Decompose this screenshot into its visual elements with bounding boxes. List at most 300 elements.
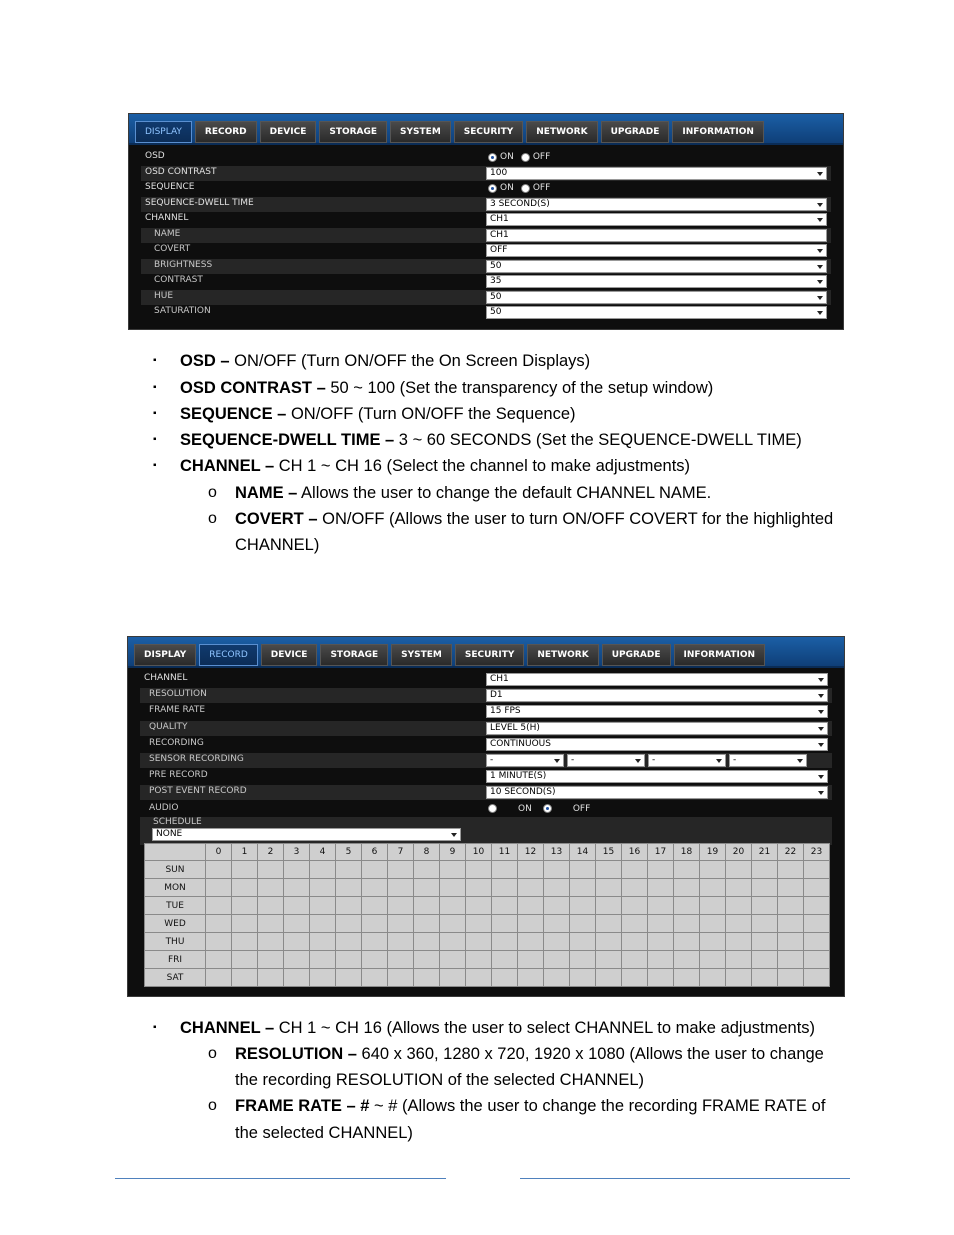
schedule-cell[interactable] — [700, 933, 726, 951]
frame-rate-label: FRAME RATE — [149, 705, 206, 716]
recording-select[interactable] — [486, 738, 828, 751]
radio-on-icon[interactable] — [488, 804, 497, 813]
schedule-cell[interactable] — [544, 933, 570, 951]
schedule-cell[interactable] — [648, 933, 674, 951]
bullet-marker: ▪ — [153, 382, 157, 393]
schedule-cell[interactable] — [362, 879, 388, 897]
channel-value: CH1 — [490, 214, 509, 224]
schedule-cell[interactable] — [336, 861, 362, 879]
schedule-cell[interactable] — [726, 897, 752, 915]
schedule-cell[interactable] — [388, 879, 414, 897]
tab-upgrade[interactable]: UPGRADE — [602, 644, 671, 666]
schedule-cell[interactable] — [284, 879, 310, 897]
tab-bar — [129, 114, 843, 145]
tab-display[interactable]: DISPLAY — [134, 644, 196, 666]
schedule-cell[interactable] — [466, 897, 492, 915]
covert-value: OFF — [490, 245, 508, 255]
schedule-cell[interactable] — [336, 969, 362, 987]
sub-bullet-covert-cont: CHANNEL) — [235, 536, 320, 554]
hour-label: 14 — [570, 844, 596, 861]
brightness-label: BRIGHTNESS — [154, 259, 213, 270]
schedule-cell[interactable] — [544, 861, 570, 879]
schedule-cell[interactable] — [258, 933, 284, 951]
resolution-select[interactable] — [486, 689, 828, 702]
chevron-down-icon — [817, 265, 823, 269]
schedule-cell[interactable] — [440, 861, 466, 879]
schedule-cell[interactable] — [232, 933, 258, 951]
schedule-cell[interactable] — [492, 879, 518, 897]
tab-network[interactable]: NETWORK — [527, 644, 598, 666]
sensor-recording-label: SENSOR RECORDING — [149, 754, 244, 764]
schedule-cell[interactable] — [336, 915, 362, 933]
schedule-cell[interactable] — [726, 915, 752, 933]
sequence-on-label: ON — [500, 183, 514, 193]
schedule-cell[interactable] — [336, 879, 362, 897]
schedule-cell[interactable] — [726, 879, 752, 897]
schedule-cell[interactable] — [726, 951, 752, 969]
pre-record-select[interactable] — [486, 770, 828, 783]
schedule-cell[interactable] — [648, 879, 674, 897]
schedule-cell[interactable] — [518, 915, 544, 933]
chevron-down-icon — [818, 727, 824, 731]
schedule-cell[interactable] — [310, 897, 336, 915]
schedule-cell[interactable] — [440, 933, 466, 951]
schedule-row-mon — [145, 879, 830, 897]
setting-row-name — [141, 228, 831, 243]
tab-information[interactable]: INFORMATION — [672, 121, 764, 143]
schedule-cell[interactable] — [596, 933, 622, 951]
schedule-cell[interactable] — [440, 897, 466, 915]
saturation-select[interactable] — [486, 306, 827, 319]
schedule-cell[interactable] — [492, 861, 518, 879]
day-label: TUE — [145, 897, 206, 915]
schedule-cell[interactable] — [336, 897, 362, 915]
name-value: CH1 — [490, 229, 509, 240]
hour-label: 23 — [804, 844, 830, 861]
schedule-cell[interactable] — [310, 915, 336, 933]
schedule-row — [140, 817, 832, 845]
sequence-label: SEQUENCE — [145, 182, 195, 192]
schedule-cell[interactable] — [362, 861, 388, 879]
schedule-cell[interactable] — [232, 861, 258, 879]
schedule-row-tue — [145, 897, 830, 915]
schedule-cell[interactable] — [518, 969, 544, 987]
day-label: THU — [145, 933, 206, 951]
schedule-cell[interactable] — [414, 915, 440, 933]
frame-rate-select[interactable] — [486, 705, 828, 718]
schedule-cell[interactable] — [674, 951, 700, 969]
schedule-cell[interactable] — [232, 915, 258, 933]
tab-display[interactable]: DISPLAY — [135, 121, 192, 143]
frame-rate-value: 15 FPS — [490, 706, 521, 717]
radio-off-icon[interactable] — [521, 153, 530, 162]
chevron-down-icon — [554, 759, 560, 763]
brightness-value: 50 — [490, 260, 502, 271]
recording-label: RECORDING — [149, 737, 204, 748]
schedule-cell[interactable] — [206, 897, 232, 915]
contrast-select[interactable] — [486, 275, 827, 288]
schedule-cell[interactable] — [518, 879, 544, 897]
tab-network[interactable]: NETWORK — [526, 121, 597, 143]
schedule-cell[interactable] — [362, 933, 388, 951]
footer-rule-right — [520, 1178, 850, 1179]
schedule-cell[interactable] — [778, 897, 804, 915]
sub-bullet-frame-rate-cont: the selected CHANNEL) — [235, 1124, 413, 1142]
schedule-cell[interactable] — [258, 915, 284, 933]
schedule-row-sat — [145, 969, 830, 987]
day-label: SAT — [145, 969, 206, 987]
schedule-cell[interactable] — [752, 897, 778, 915]
schedule-cell[interactable] — [570, 861, 596, 879]
hour-label: 9 — [440, 844, 466, 861]
schedule-cell[interactable] — [752, 915, 778, 933]
schedule-cell[interactable] — [258, 879, 284, 897]
quality-value: LEVEL 5(H) — [490, 722, 540, 733]
tab-device[interactable]: DEVICE — [261, 644, 318, 666]
covert-select[interactable] — [486, 244, 827, 257]
schedule-cell[interactable] — [232, 879, 258, 897]
schedule-cell[interactable] — [414, 897, 440, 915]
tab-security[interactable]: SECURITY — [455, 644, 524, 666]
schedule-cell[interactable] — [284, 897, 310, 915]
sensor-recording-select[interactable] — [486, 754, 564, 767]
radio-off-icon[interactable] — [521, 184, 530, 193]
schedule-cell[interactable] — [544, 897, 570, 915]
schedule-cell[interactable] — [388, 897, 414, 915]
schedule-select[interactable]: NONE — [152, 828, 461, 841]
radio-on-icon[interactable] — [488, 153, 497, 162]
sub-bullet-marker: o — [208, 510, 217, 527]
schedule-cell[interactable] — [752, 969, 778, 987]
schedule-cell[interactable] — [492, 969, 518, 987]
schedule-cell[interactable] — [674, 897, 700, 915]
schedule-cell[interactable] — [284, 861, 310, 879]
schedule-cell[interactable] — [804, 861, 830, 879]
day-label: MON — [145, 879, 206, 897]
schedule-cell[interactable] — [700, 897, 726, 915]
schedule-cell[interactable] — [700, 969, 726, 987]
schedule-row-fri — [145, 951, 830, 969]
schedule-cell[interactable] — [622, 879, 648, 897]
setting-row-sensor-recording — [140, 753, 832, 768]
name-input[interactable] — [486, 229, 827, 242]
schedule-cell[interactable] — [206, 879, 232, 897]
channel-select[interactable] — [486, 673, 828, 686]
setting-row-channel — [140, 672, 832, 687]
schedule-cell[interactable] — [752, 933, 778, 951]
hour-label: 11 — [492, 844, 518, 861]
sequence-dwell-time-select[interactable] — [486, 198, 827, 211]
quality-select[interactable] — [486, 722, 828, 735]
schedule-cell[interactable] — [232, 951, 258, 969]
sub-bullet-marker: o — [208, 1045, 217, 1062]
schedule-cell[interactable] — [232, 969, 258, 987]
chevron-down-icon — [817, 218, 823, 222]
schedule-cell[interactable] — [310, 879, 336, 897]
schedule-cell[interactable] — [752, 879, 778, 897]
osd-contrast-select[interactable] — [486, 167, 827, 180]
schedule-cell[interactable] — [284, 969, 310, 987]
sequence-off-label: OFF — [532, 183, 551, 193]
schedule-cell[interactable] — [778, 915, 804, 933]
schedule-row-sun — [145, 861, 830, 879]
schedule-cell[interactable] — [310, 951, 336, 969]
tab-storage[interactable]: STORAGE — [319, 121, 387, 143]
schedule-cell[interactable] — [570, 933, 596, 951]
schedule-hour-header — [145, 844, 830, 861]
schedule-cell[interactable] — [674, 969, 700, 987]
schedule-cell[interactable] — [778, 861, 804, 879]
schedule-cell[interactable] — [414, 951, 440, 969]
schedule-cell[interactable] — [726, 861, 752, 879]
schedule-cell[interactable] — [648, 915, 674, 933]
chevron-down-icon — [818, 710, 824, 714]
schedule-cell[interactable] — [622, 933, 648, 951]
schedule-cell[interactable] — [492, 915, 518, 933]
schedule-cell[interactable] — [596, 879, 622, 897]
osd-off-label: OFF — [532, 152, 551, 162]
tab-system[interactable]: SYSTEM — [390, 121, 451, 143]
schedule-cell[interactable] — [518, 951, 544, 969]
schedule-cell[interactable] — [336, 951, 362, 969]
brightness-select[interactable] — [486, 260, 827, 273]
schedule-cell[interactable] — [648, 969, 674, 987]
schedule-cell[interactable] — [700, 879, 726, 897]
schedule-cell[interactable] — [362, 951, 388, 969]
schedule-cell[interactable] — [466, 969, 492, 987]
schedule-cell[interactable] — [310, 933, 336, 951]
schedule-cell[interactable] — [258, 861, 284, 879]
schedule-row-wed — [145, 915, 830, 933]
schedule-cell[interactable] — [284, 933, 310, 951]
schedule-cell[interactable] — [206, 861, 232, 879]
schedule-cell[interactable] — [414, 861, 440, 879]
schedule-cell[interactable] — [206, 951, 232, 969]
schedule-cell[interactable] — [804, 933, 830, 951]
schedule-cell[interactable] — [284, 915, 310, 933]
audio-radio-group — [488, 804, 590, 814]
tab-information[interactable]: INFORMATION — [674, 644, 766, 666]
schedule-cell[interactable] — [622, 969, 648, 987]
tab-security[interactable]: SECURITY — [454, 121, 523, 143]
schedule-cell[interactable] — [466, 915, 492, 933]
post-event-record-select[interactable] — [486, 786, 828, 799]
chevron-down-icon — [817, 311, 823, 315]
schedule-cell[interactable] — [284, 951, 310, 969]
sensor-recording-value: - — [733, 755, 737, 765]
schedule-cell[interactable] — [440, 951, 466, 969]
hour-label: 13 — [544, 844, 570, 861]
tab-storage[interactable]: STORAGE — [320, 644, 388, 666]
schedule-cell[interactable] — [258, 897, 284, 915]
schedule-cell[interactable] — [492, 933, 518, 951]
schedule-cell[interactable] — [648, 861, 674, 879]
schedule-cell[interactable] — [622, 915, 648, 933]
schedule-cell[interactable] — [570, 879, 596, 897]
tab-upgrade[interactable]: UPGRADE — [601, 121, 670, 143]
schedule-cell[interactable] — [310, 861, 336, 879]
hour-label: 22 — [778, 844, 804, 861]
schedule-cell[interactable] — [778, 951, 804, 969]
sensor-recording-select[interactable] — [729, 754, 807, 767]
schedule-cell[interactable] — [258, 951, 284, 969]
bullet-marker: ▪ — [153, 460, 157, 471]
setting-row-resolution — [140, 688, 832, 703]
hour-label: 7 — [388, 844, 414, 861]
schedule-cell[interactable] — [518, 861, 544, 879]
schedule-label: SCHEDULE — [153, 817, 202, 827]
chevron-down-icon — [818, 743, 824, 747]
schedule-cell[interactable] — [596, 861, 622, 879]
schedule-cell[interactable] — [804, 897, 830, 915]
sensor-recording-value: - — [652, 755, 656, 765]
channel-select[interactable] — [486, 213, 827, 226]
schedule-cell[interactable] — [388, 969, 414, 987]
schedule-cell[interactable] — [388, 915, 414, 933]
schedule-row-thu — [145, 933, 830, 951]
schedule-cell[interactable] — [258, 969, 284, 987]
schedule-cell[interactable] — [414, 933, 440, 951]
schedule-cell[interactable] — [778, 969, 804, 987]
schedule-cell[interactable] — [518, 933, 544, 951]
sensor-recording-select[interactable] — [648, 754, 726, 767]
sensor-recording-value: - — [571, 755, 575, 765]
setting-row-osd-contrast — [141, 166, 831, 181]
schedule-cell[interactable] — [596, 897, 622, 915]
schedule-cell[interactable] — [570, 951, 596, 969]
chevron-down-icon — [818, 678, 824, 682]
setting-row-brightness — [141, 259, 831, 274]
schedule-cell[interactable] — [440, 915, 466, 933]
schedule-cell[interactable] — [492, 897, 518, 915]
schedule-cell[interactable] — [674, 915, 700, 933]
schedule-cell[interactable] — [596, 951, 622, 969]
schedule-cell[interactable] — [544, 951, 570, 969]
setting-row-frame-rate — [140, 704, 832, 719]
schedule-cell[interactable] — [596, 969, 622, 987]
schedule-cell[interactable] — [570, 915, 596, 933]
schedule-cell[interactable] — [752, 951, 778, 969]
sequence-radio-group — [488, 183, 550, 193]
covert-label: COVERT — [154, 244, 191, 254]
schedule-cell[interactable] — [596, 915, 622, 933]
sequence-dwell-time-label: SEQUENCE-DWELL TIME — [145, 197, 254, 208]
hour-label: 16 — [622, 844, 648, 861]
osd-contrast-label: OSD CONTRAST — [145, 166, 217, 177]
schedule-cell[interactable] — [648, 951, 674, 969]
schedule-cell[interactable] — [362, 897, 388, 915]
schedule-cell[interactable] — [544, 879, 570, 897]
schedule-cell[interactable] — [440, 969, 466, 987]
hour-label: 15 — [596, 844, 622, 861]
record-settings-panel — [127, 636, 845, 997]
saturation-label: SATURATION — [154, 306, 211, 316]
tab-device[interactable]: DEVICE — [260, 121, 317, 143]
sequence-dwell-time-value: 3 SECOND(S) — [490, 198, 550, 209]
schedule-cell[interactable] — [622, 861, 648, 879]
resolution-label: RESOLUTION — [149, 689, 207, 700]
hour-label: 20 — [726, 844, 752, 861]
schedule-cell[interactable] — [466, 861, 492, 879]
schedule-cell[interactable] — [466, 879, 492, 897]
schedule-cell[interactable] — [804, 915, 830, 933]
sensor-recording-select[interactable] — [567, 754, 645, 767]
hour-label: 5 — [336, 844, 362, 861]
schedule-cell[interactable] — [518, 897, 544, 915]
schedule-cell[interactable] — [232, 897, 258, 915]
hue-label: HUE — [154, 290, 174, 301]
tab-system[interactable]: SYSTEM — [391, 644, 452, 666]
schedule-cell[interactable] — [206, 915, 232, 933]
setting-row-pre-record — [140, 769, 832, 784]
schedule-cell[interactable] — [726, 933, 752, 951]
schedule-cell[interactable] — [414, 969, 440, 987]
schedule-cell[interactable] — [466, 933, 492, 951]
schedule-cell[interactable] — [622, 951, 648, 969]
tab-record[interactable]: RECORD — [199, 644, 258, 666]
schedule-cell[interactable] — [362, 969, 388, 987]
radio-on-icon[interactable] — [488, 184, 497, 193]
schedule-cell[interactable] — [700, 915, 726, 933]
audio-label: AUDIO — [149, 802, 179, 813]
schedule-cell[interactable] — [414, 879, 440, 897]
radio-off-icon[interactable] — [543, 804, 552, 813]
schedule-cell[interactable] — [778, 879, 804, 897]
schedule-cell[interactable] — [674, 879, 700, 897]
schedule-cell[interactable] — [544, 969, 570, 987]
schedule-cell[interactable] — [388, 861, 414, 879]
chevron-down-icon — [818, 791, 824, 795]
pre-record-label: PRE RECORD — [149, 770, 208, 781]
schedule-cell[interactable] — [804, 879, 830, 897]
schedule-cell[interactable] — [804, 951, 830, 969]
schedule-cell[interactable] — [388, 951, 414, 969]
contrast-label: CONTRAST — [154, 275, 203, 285]
tab-record[interactable]: RECORD — [195, 121, 257, 143]
tab-bar — [128, 637, 844, 668]
schedule-cell[interactable] — [440, 879, 466, 897]
schedule-cell[interactable] — [570, 969, 596, 987]
hour-label: 8 — [414, 844, 440, 861]
schedule-cell[interactable] — [648, 897, 674, 915]
schedule-cell[interactable] — [544, 915, 570, 933]
schedule-cell[interactable] — [726, 969, 752, 987]
schedule-cell[interactable] — [674, 861, 700, 879]
hour-label: 2 — [258, 844, 284, 861]
setting-row-post-event-record — [140, 785, 832, 800]
schedule-cell[interactable] — [310, 969, 336, 987]
schedule-cell[interactable] — [206, 933, 232, 951]
schedule-cell[interactable] — [674, 933, 700, 951]
schedule-cell[interactable] — [336, 933, 362, 951]
schedule-cell[interactable] — [700, 861, 726, 879]
schedule-cell[interactable] — [362, 915, 388, 933]
schedule-cell[interactable] — [778, 933, 804, 951]
setting-row-audio — [140, 802, 832, 817]
schedule-cell[interactable] — [206, 969, 232, 987]
schedule-cell[interactable] — [752, 861, 778, 879]
recording-value: CONTINUOUS — [490, 738, 551, 749]
schedule-cell[interactable] — [466, 951, 492, 969]
schedule-cell[interactable] — [700, 951, 726, 969]
schedule-cell[interactable] — [570, 897, 596, 915]
schedule-cell[interactable] — [804, 969, 830, 987]
schedule-cell[interactable] — [492, 951, 518, 969]
day-label: WED — [145, 915, 206, 933]
schedule-cell[interactable] — [622, 897, 648, 915]
schedule-cell[interactable] — [388, 933, 414, 951]
hue-select[interactable] — [486, 291, 827, 304]
